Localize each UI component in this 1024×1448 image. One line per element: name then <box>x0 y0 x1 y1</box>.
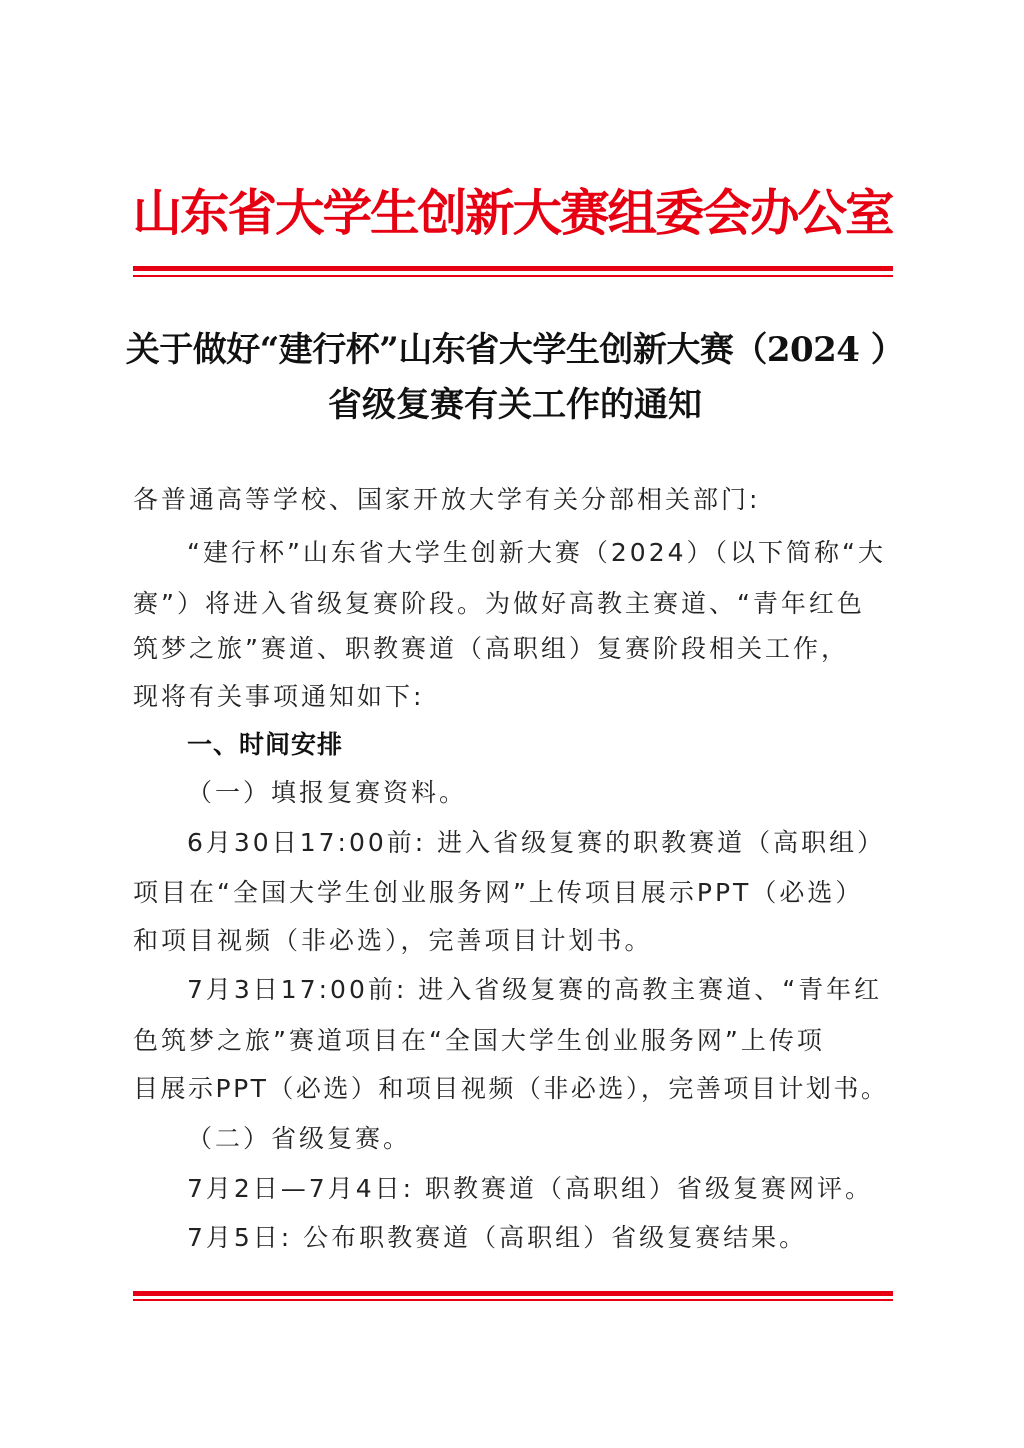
intro-paragraph-line: “建行杯”山东省大学生创新大赛（2024）（以下简称“大 <box>187 538 886 567</box>
issuing-organization-header: 山东省大学生创新大赛组委会办公室 <box>132 184 893 242</box>
intro-paragraph-line: 筑梦之旅”赛道、职教赛道（高职组）复赛阶段相关工作， <box>133 634 849 663</box>
salutation: 各普通高等学校、国家开放大学有关分部相关部门: <box>133 485 761 514</box>
header-divider-thick <box>133 266 893 271</box>
schedule-item-line: 6月30日17:00前: 进入省级复赛的职教赛道（高职组） <box>187 828 886 857</box>
schedule-item-line: 目展示PPT（必选）和项目视频（非必选），完善项目计划书。 <box>133 1074 889 1103</box>
footer-divider-thin <box>133 1299 893 1301</box>
intro-paragraph-line: 现将有关事项通知如下: <box>133 682 425 711</box>
schedule-item-line: 7月3日17:00前: 进入省级复赛的高教主赛道、“青年红 <box>187 975 883 1004</box>
schedule-item: 7月2日—7月4日: 职教赛道（高职组）省级复赛网评。 <box>187 1174 873 1203</box>
header-divider-thin <box>133 275 893 277</box>
schedule-item-line: 和项目视频（非必选），完善项目计划书。 <box>133 926 653 955</box>
subsection-heading-rematch: （二）省级复赛。 <box>187 1124 412 1153</box>
schedule-item: 7月5日: 公布职教赛道（高职组）省级复赛结果。 <box>187 1223 808 1252</box>
footer-divider-thick <box>133 1291 893 1296</box>
schedule-item-line: 色筑梦之旅”赛道项目在“全国大学生创业服务网”上传项 <box>133 1026 825 1055</box>
section-heading-schedule: 一、时间安排 <box>187 730 344 759</box>
intro-paragraph-line: 赛”）将进入省级复赛阶段。为做好高教主赛道、“青年红色 <box>133 589 865 618</box>
document-title-line-1: 关于做好“建行杯”山东省大学生创新大赛（2024 ） <box>125 330 905 370</box>
schedule-item-line: 项目在“全国大学生创业服务网”上传项目展示PPT（必选） <box>133 878 864 907</box>
document-title-line-2: 省级复赛有关工作的通知 <box>328 385 702 425</box>
subsection-heading-materials: （一）填报复赛资料。 <box>187 778 468 807</box>
